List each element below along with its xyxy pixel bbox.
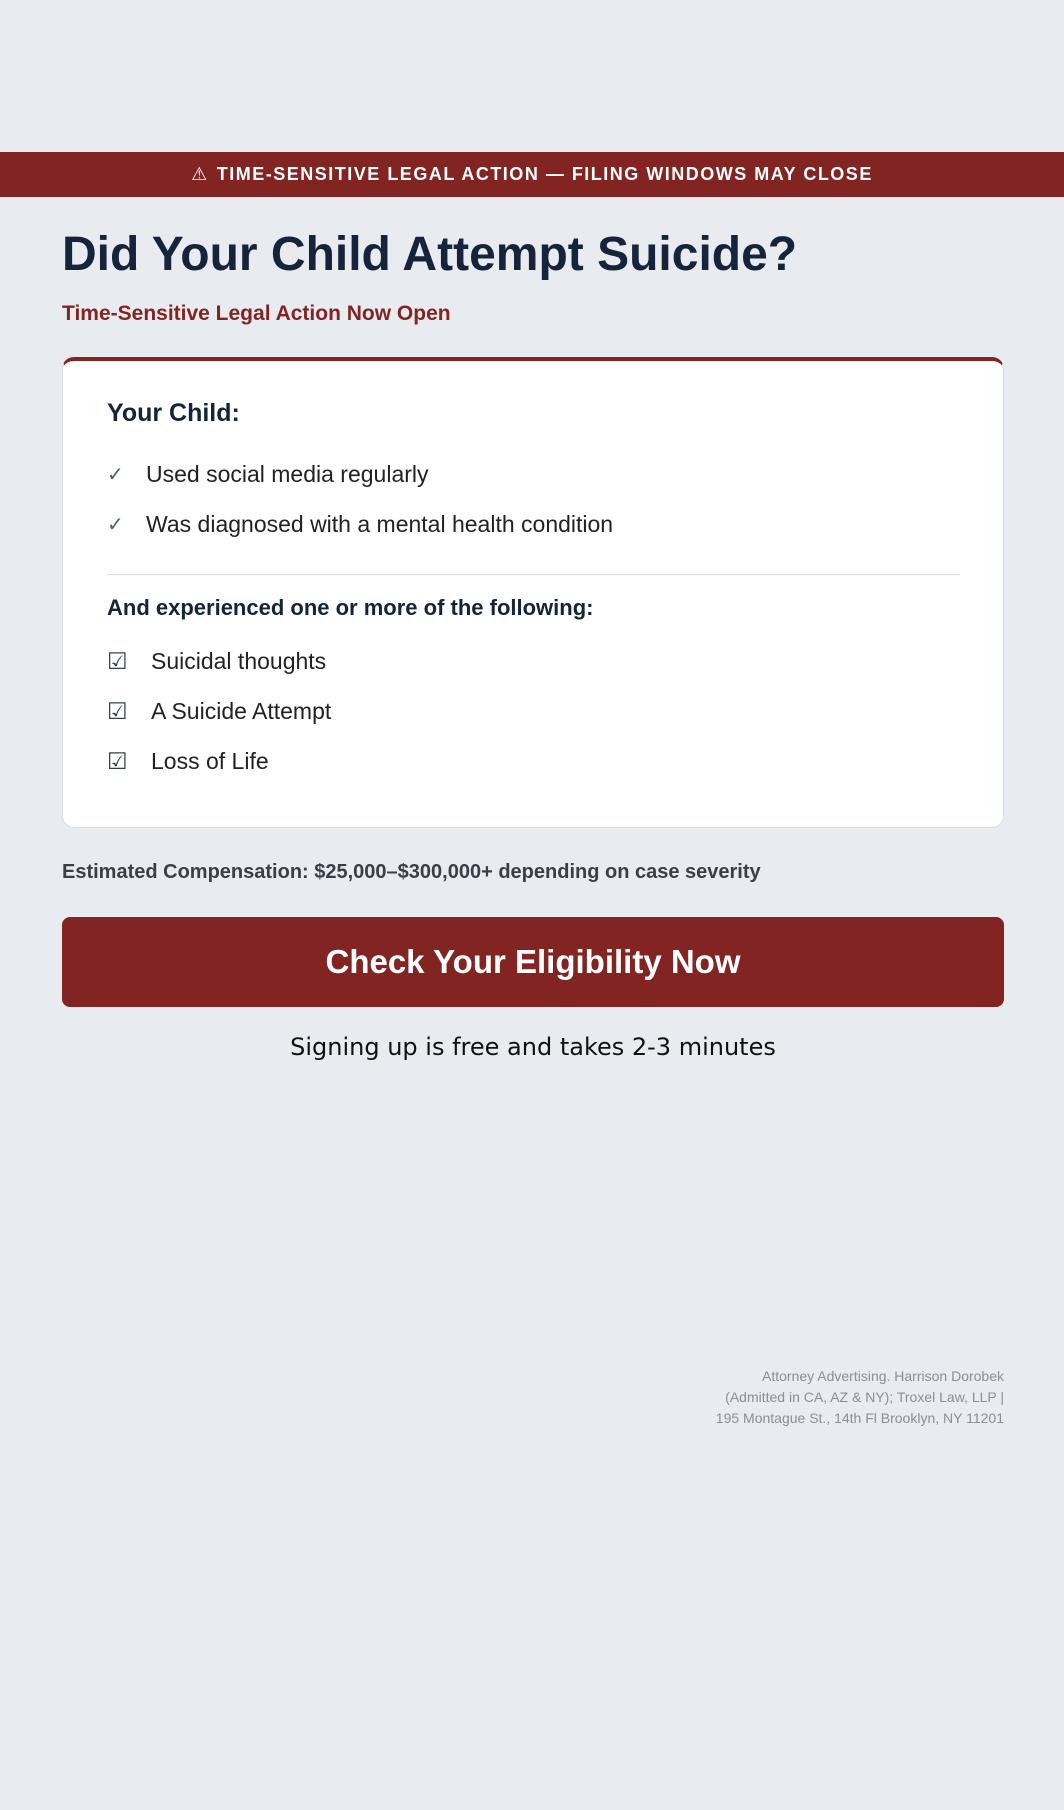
card-title: Your Child: <box>107 398 240 427</box>
banner-text: TIME-SENSITIVE LEGAL ACTION — FILING WINDOWS MAY CLOSE <box>216 164 873 184</box>
main-content <box>62 197 1004 1061</box>
checkmark-icon: ✓ <box>107 464 124 487</box>
criteria-label: Used social media regularly <box>146 461 429 488</box>
experience-item <box>107 637 959 687</box>
experience-label: Loss of Life <box>151 748 269 775</box>
eligibility-card <box>62 357 1004 828</box>
criteria-item <box>107 450 959 500</box>
compensation-estimate: Estimated Compensation: $25,000–$300,000+ depending on case severity <box>62 860 761 883</box>
attorney-disclaimer <box>684 1366 1004 1429</box>
disclaimer-line: Attorney Advertising. Harrison Dorobek <box>762 1368 1004 1384</box>
disclaimer-line: (Admitted in CA, AZ & NY); Troxel Law, LLP | <box>725 1389 1004 1405</box>
checked-box-icon: ☑ <box>107 748 128 775</box>
card-subtitle: And experienced one or more of the following: <box>107 594 594 620</box>
warning-icon: ⚠ <box>191 164 209 184</box>
checked-box-icon: ☑ <box>107 648 128 675</box>
card-divider <box>107 574 959 575</box>
criteria-label: Was diagnosed with a mental health condition <box>146 511 614 538</box>
experience-item <box>107 737 959 787</box>
experience-label: A Suicide Attempt <box>151 698 332 725</box>
signup-note: Signing up is free and takes 2-3 minutes <box>290 1032 776 1061</box>
urgency-banner <box>0 152 1064 197</box>
page-subtitle: Time-Sensitive Legal Action Now Open <box>62 301 451 325</box>
check-eligibility-button[interactable]: Check Your Eligibility Now <box>62 917 1004 1007</box>
checkmark-icon: ✓ <box>107 514 124 537</box>
experience-label: Suicidal thoughts <box>151 648 327 675</box>
disclaimer-line: 195 Montague St., 14th Fl Brooklyn, NY 11201 <box>715 1410 1004 1426</box>
page-title: Did Your Child Attempt Suicide? <box>62 228 798 281</box>
experience-item <box>107 687 959 737</box>
criteria-item <box>107 500 959 550</box>
checked-box-icon: ☑ <box>107 698 128 725</box>
